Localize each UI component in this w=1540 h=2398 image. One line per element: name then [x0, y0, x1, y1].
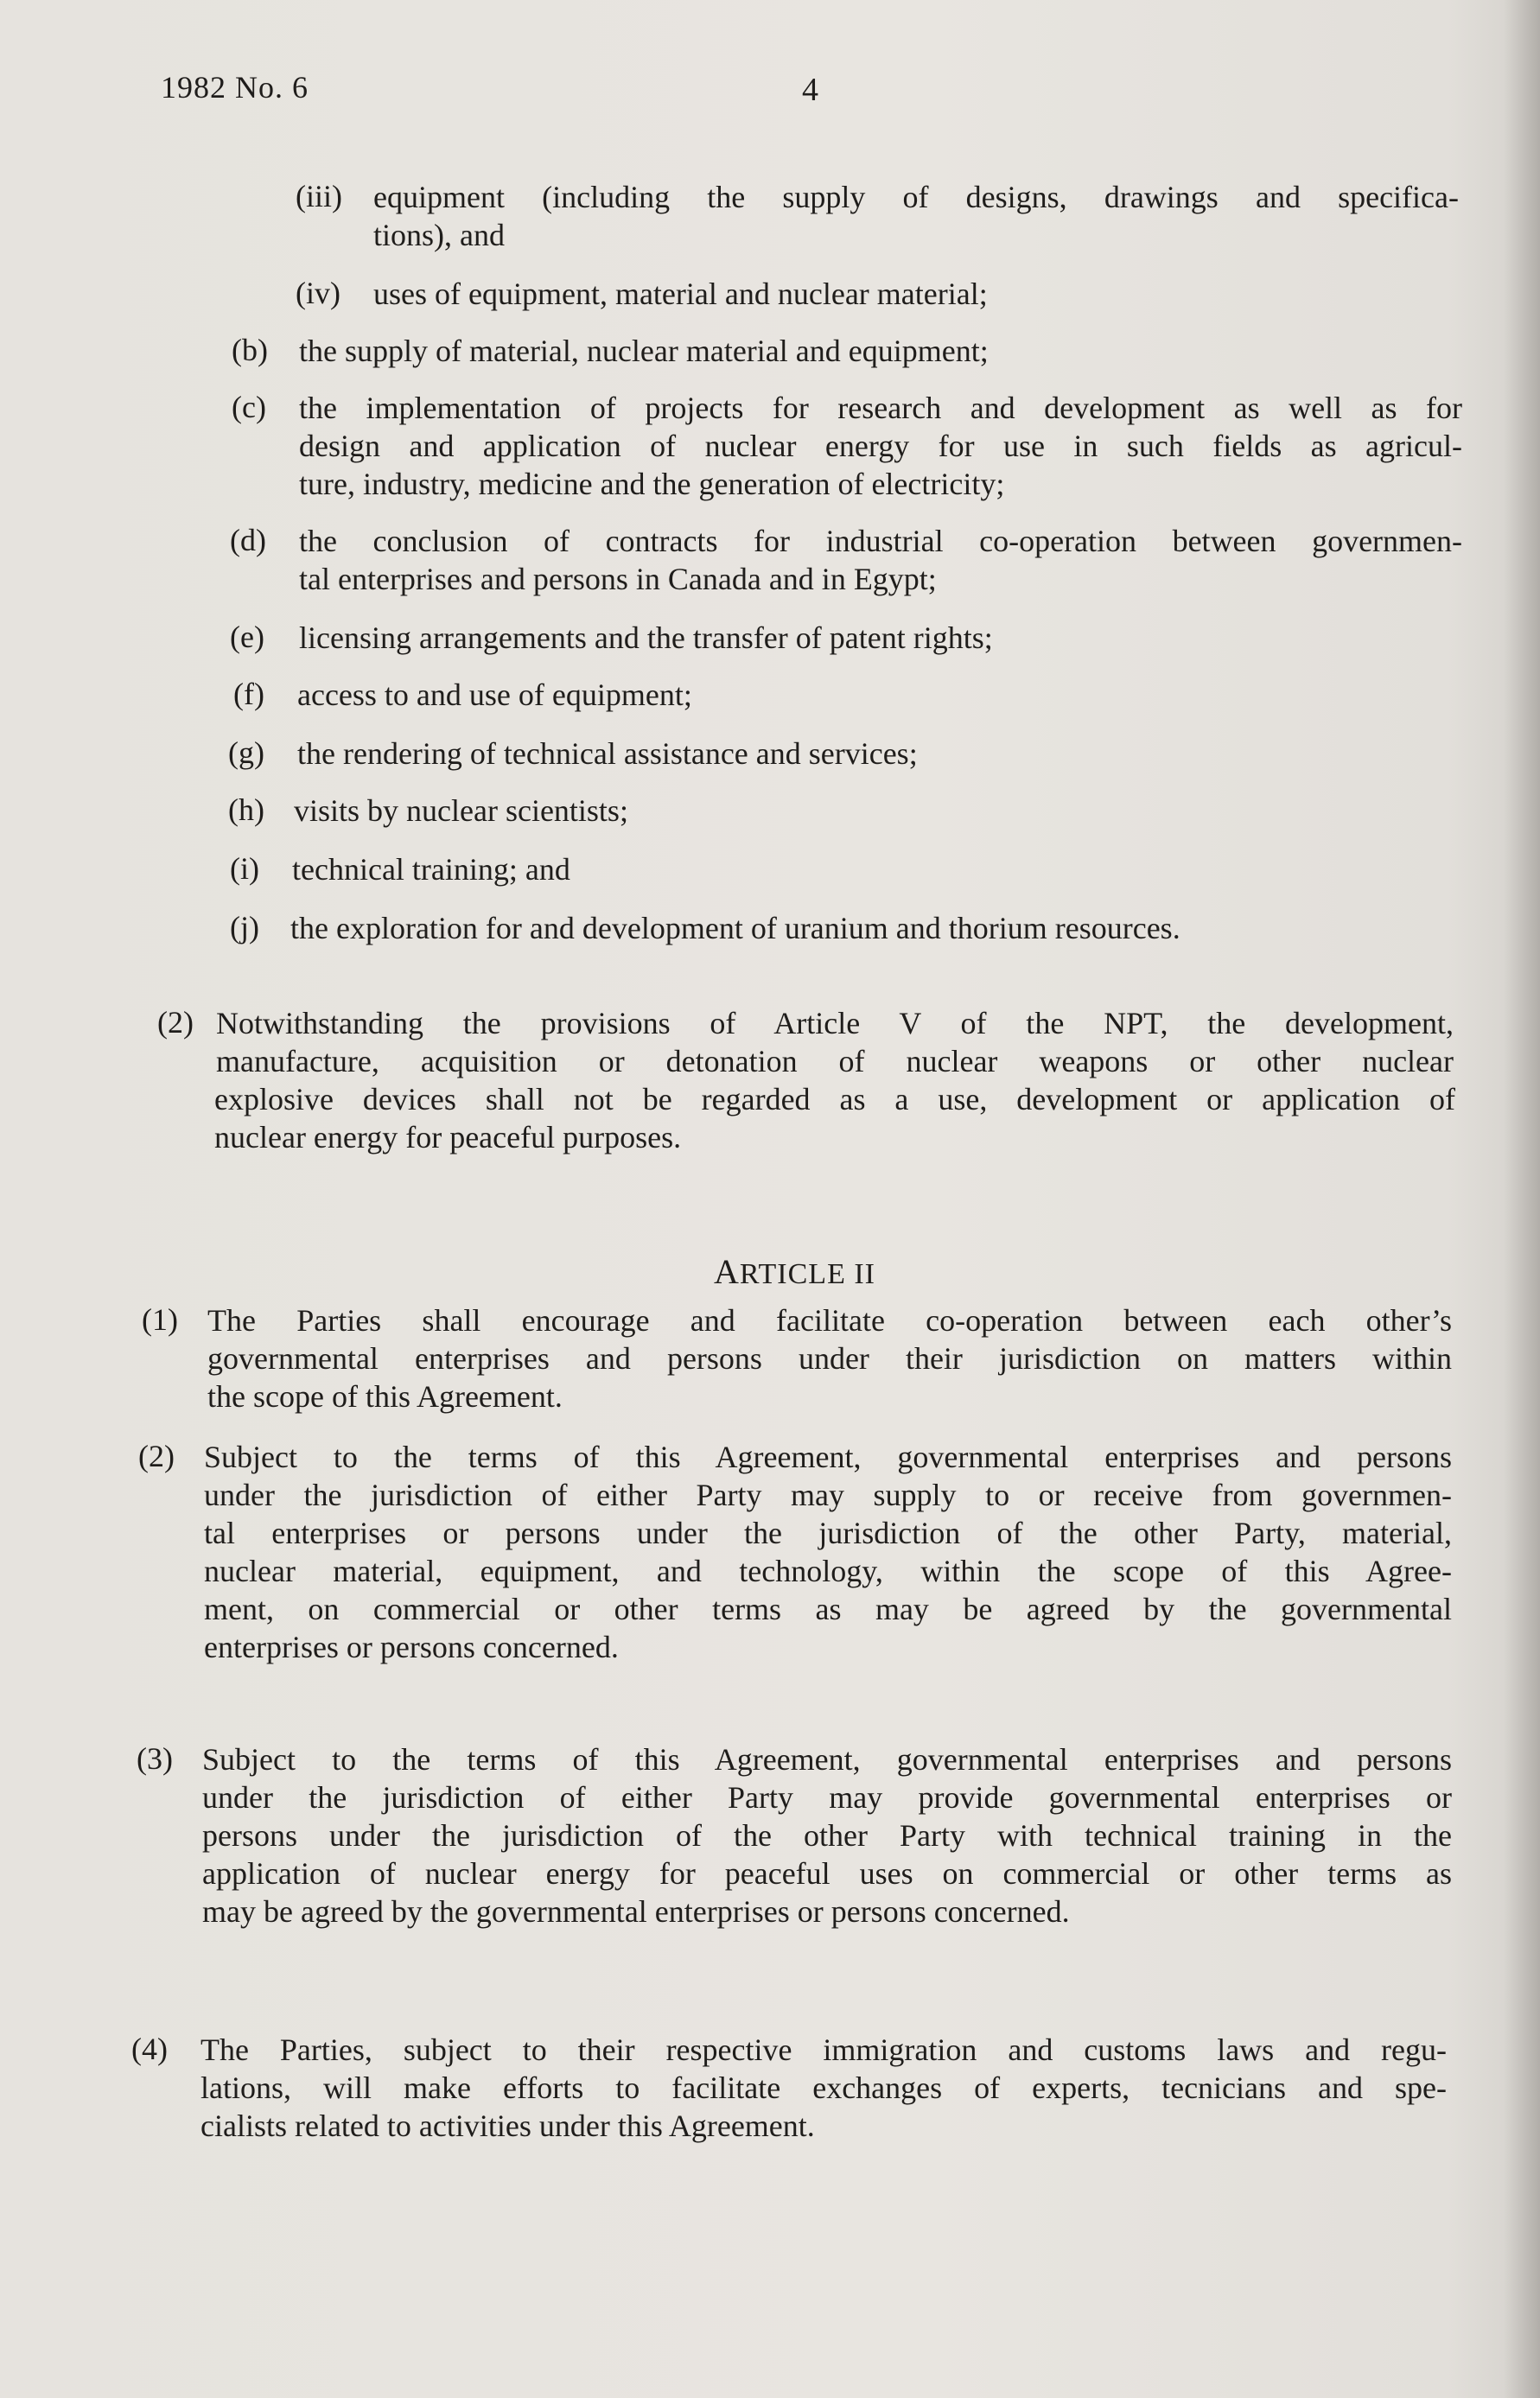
item-label: (g)	[228, 735, 264, 770]
item-label: (e)	[230, 620, 264, 654]
paragraph-text-line: ment, on commercial or other terms as may be agreed by the governmental	[204, 1592, 1452, 1626]
item-text-line: equipment (including the supply of designs, drawings and specifica-	[373, 180, 1459, 214]
paragraph-text-line: tal enterprises or persons under the jurisdiction of the other Party, material,	[204, 1516, 1452, 1550]
paragraph-text-line: the scope of this Agreement.	[207, 1379, 563, 1414]
item-text-line: the conclusion of contracts for industrial co-operation between governmen-	[299, 524, 1462, 558]
paragraph-text-line: lations, will make efforts to facilitate exchanges of experts, tecnicians and spe-	[200, 2070, 1447, 2105]
paragraph-text-line: Subject to the terms of this Agreement, governmental enterprises and persons	[202, 1742, 1452, 1777]
page-number: 4	[802, 72, 818, 108]
paragraph-text-line: persons under the jurisdiction of the other Party with technical training in the	[202, 1818, 1452, 1853]
paragraph-text-line: Subject to the terms of this Agreement, governmental enterprises and persons	[204, 1440, 1452, 1474]
paragraph-text-line: cialists related to activities under this Agreement.	[200, 2109, 815, 2143]
paragraph-text-line: Notwithstanding the provisions of Article V of the NPT, the development,	[216, 1006, 1454, 1040]
item-label: (j)	[230, 910, 259, 945]
paragraph-text-line: governmental enterprises and persons under their jurisdiction on matters within	[207, 1341, 1452, 1376]
item-text-line: the supply of material, nuclear material and equipment;	[299, 334, 989, 368]
document-header: 1982 No. 6	[161, 70, 309, 105]
item-text-line: uses of equipment, material and nuclear material;	[373, 277, 988, 311]
paragraph-label: (2)	[157, 1005, 194, 1040]
article-heading	[714, 1251, 875, 1292]
paragraph-text-line: nuclear energy for peaceful purposes.	[214, 1120, 682, 1154]
item-label: (b)	[232, 333, 268, 367]
paragraph-text-line: The Parties shall encourage and facilitate co-operation between each other’s	[207, 1303, 1452, 1338]
item-text-line: the exploration for and development of uranium and thorium resources.	[290, 911, 1180, 945]
paragraph-text-line: under the jurisdiction of either Party may provide governmental enterprises or	[202, 1780, 1452, 1815]
paragraph-label: (4)	[131, 2032, 168, 2066]
item-label: (f)	[233, 677, 264, 711]
item-text-line: design and application of nuclear energy for use in such fields as agricul-	[299, 429, 1462, 463]
item-label: (d)	[230, 523, 266, 557]
item-text-line: the rendering of technical assistance and services;	[297, 736, 918, 771]
paragraph-text-line: explosive devices shall not be regarded as a use, development or application of	[214, 1082, 1455, 1116]
paragraph-text-line: under the jurisdiction of either Party may supply to or receive from governmen-	[204, 1478, 1452, 1512]
paragraph-text-line: manufacture, acquisition or detonation of nuclear weapons or other nuclear	[216, 1044, 1454, 1078]
item-label: (i)	[230, 851, 259, 886]
paragraph-text-line: The Parties, subject to their respective immigration and customs laws and regu-	[200, 2032, 1447, 2067]
item-text-line: visits by nuclear scientists;	[294, 793, 628, 828]
item-text-line: licensing arrangements and the transfer of patent rights;	[299, 620, 993, 655]
item-label: (iii)	[296, 179, 342, 213]
paragraph-text-line: may be agreed by the governmental enterprises or persons concerned.	[202, 1894, 1070, 1929]
article-heading-rest: RTICLE II	[739, 1258, 875, 1290]
item-label: (h)	[228, 792, 264, 827]
item-text-line: the implementation of projects for research and development as well as for	[299, 391, 1462, 425]
item-text-line: ture, industry, medicine and the generation of electricity;	[299, 467, 1005, 501]
article-heading-initial: A	[714, 1252, 740, 1291]
paragraph-label: (3)	[137, 1741, 173, 1776]
paragraph-text-line: application of nuclear energy for peaceful uses on commercial or other terms as	[202, 1856, 1452, 1891]
item-text-line: access to and use of equipment;	[297, 677, 692, 712]
item-text-line: tions), and	[373, 218, 505, 252]
paragraph-label: (2)	[138, 1439, 175, 1473]
item-label: (iv)	[296, 276, 340, 310]
paragraph-label: (1)	[142, 1302, 178, 1337]
item-text-line: tal enterprises and persons in Canada and in Egypt;	[299, 562, 937, 596]
paragraph-text-line: nuclear material, equipment, and technology, within the scope of this Agree-	[204, 1554, 1452, 1588]
paragraph-text-line: enterprises or persons concerned.	[204, 1630, 619, 1664]
item-label: (c)	[232, 390, 266, 424]
item-text-line: technical training; and	[292, 852, 570, 887]
page-edge-shadow	[1504, 0, 1540, 2398]
